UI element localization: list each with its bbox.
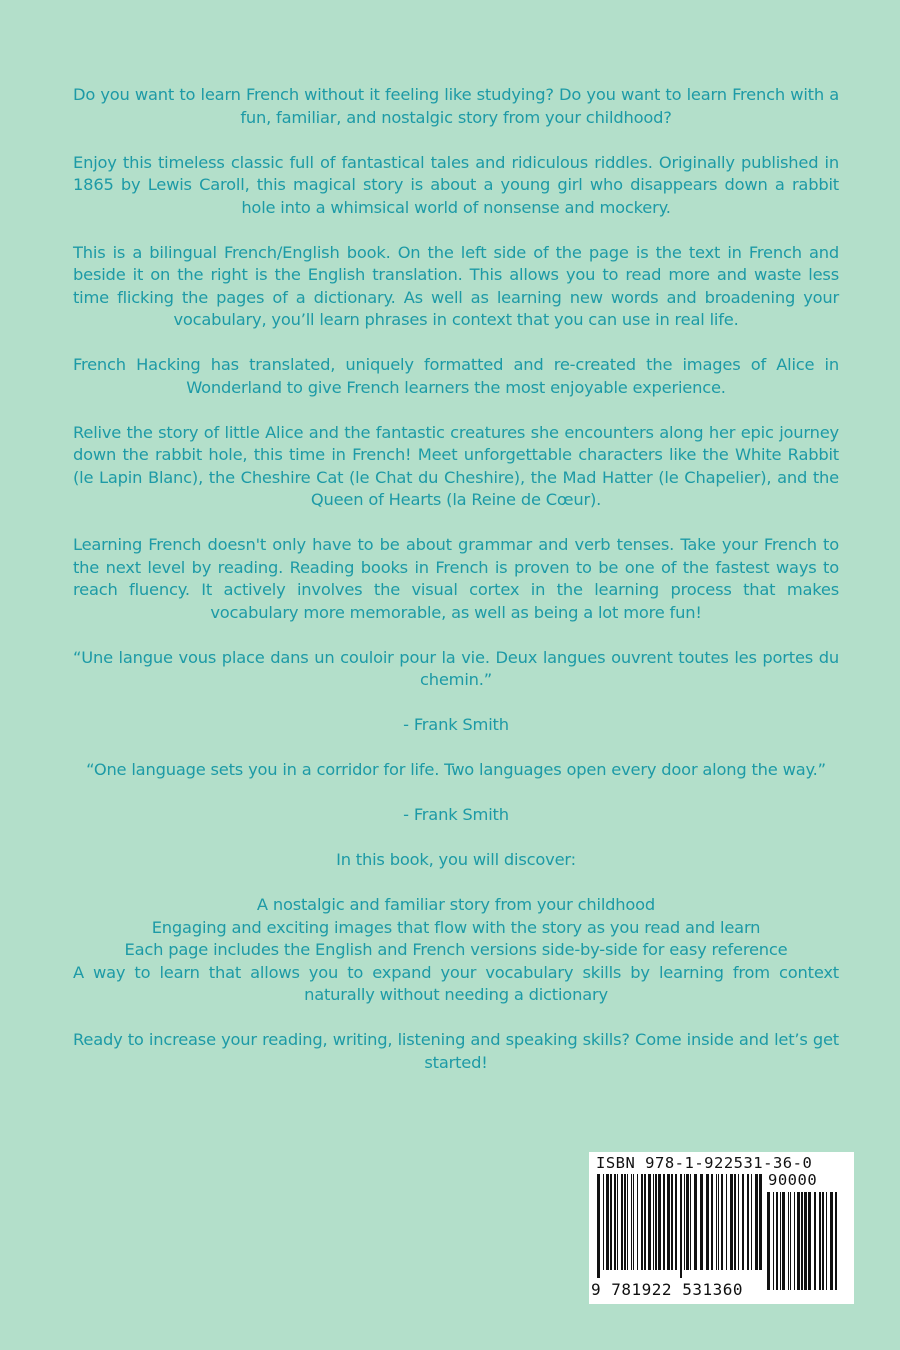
- barcode-bar: [794, 1192, 795, 1290]
- quote-english: “One language sets you in a corridor for life. Two languages open every door along the way.”: [86, 760, 826, 779]
- list-item: A nostalgic and familiar story from your childhood: [256, 895, 656, 914]
- isbn-label: ISBN 978-1-922531-36-0: [596, 1154, 813, 1172]
- barcode-bars: [597, 1174, 763, 1278]
- barcode-bar: [773, 1192, 774, 1290]
- barcode-bar: [835, 1192, 837, 1290]
- barcode-bar: [776, 1192, 778, 1290]
- barcode-bar: [690, 1174, 691, 1270]
- barcode-bar: [790, 1192, 791, 1290]
- quote-french: “Une langue vous place dans un couloir pour la vie. Deux langues ouvrent toutes les portes du chemin.”: [73, 647, 839, 689]
- barcode-bar: [822, 1192, 824, 1290]
- barcode-bar: [627, 1174, 628, 1270]
- barcode-bar: [610, 1174, 612, 1270]
- barcode-bar: [804, 1192, 807, 1290]
- barcode-bar: [782, 1192, 785, 1290]
- paragraph-learning: Learning French doesn't only have to be about grammar and verb tenses. Take your French to the next level by reading. Reading books in French is proven to be one of the fastest ways to reach fluency. It actively involves the visual cortex in the learning process that makes vocabulary more memorable, as well as being a lot more fun!: [73, 535, 839, 622]
- barcode-bar: [597, 1174, 600, 1278]
- price-code: 90000: [768, 1171, 818, 1189]
- barcode-bar: [653, 1174, 654, 1270]
- barcode-bar: [641, 1174, 643, 1270]
- barcode-bar: [633, 1174, 634, 1270]
- blurb-text: [73, 84, 839, 1097]
- paragraph-french-hacking: French Hacking has translated, uniquely formatted and re-created the images of Alice in Wonderland to give French learners the most enjoyable experience.: [73, 355, 839, 397]
- barcode-bar: [675, 1174, 677, 1270]
- barcode-bar: [694, 1174, 697, 1270]
- barcode-bar: [621, 1174, 623, 1270]
- paragraph-intro: Do you want to learn French without it feeling like studying? Do you want to learn French with a fun, familiar, and nostalgic story from your childhood?: [73, 85, 839, 127]
- barcode-bar: [614, 1174, 616, 1270]
- barcode-bar: [819, 1192, 821, 1290]
- barcode-bar: [755, 1174, 758, 1270]
- barcode-bar: [767, 1192, 770, 1290]
- barcode-bar: [826, 1192, 827, 1290]
- barcode-bar: [680, 1174, 682, 1278]
- quote-english-author: - Frank Smith: [403, 805, 509, 824]
- barcode-bar: [684, 1174, 685, 1270]
- list-item: Each page includes the English and French versions side-by-side for easy reference: [124, 940, 788, 959]
- barcode-bar: [738, 1174, 739, 1270]
- barcode-bar: [747, 1174, 749, 1270]
- barcode-digits: 9 781922 531360: [591, 1280, 743, 1299]
- barcode-bar: [830, 1192, 833, 1290]
- barcode-bar: [667, 1174, 670, 1270]
- discover-list: [73, 894, 839, 1007]
- barcode-bar: [606, 1174, 609, 1270]
- isbn-barcode: [589, 1152, 854, 1304]
- barcode-bar: [637, 1174, 638, 1270]
- barcode-bar: [671, 1174, 673, 1270]
- barcode-bar: [726, 1174, 727, 1270]
- paragraph-bilingual: This is a bilingual French/English book. On the left side of the page is the text in French and beside it on the right is the English translation. This allows you to read more and waste less time flicking the pages of a dictionary. As well as learning new words and broadening your vocabulary, you’ll learn phrases in context that you can use in real life.: [73, 242, 839, 329]
- barcode-bar: [718, 1174, 719, 1270]
- barcode-bar: [716, 1174, 717, 1270]
- barcode-bar: [631, 1174, 632, 1270]
- paragraph-relive: Relive the story of little Alice and the fantastic creatures she encounters along her epic journey down the rabbit hole, this time in French! Meet unforgettable characters like the White Rabbit (le Lapin Blanc), the Cheshire Cat (le Chat du Cheshire), the Mad Hatter (le Chapelier), and the Queen of Hearts (la Reine de Cœur).: [73, 422, 839, 509]
- barcode-bar: [780, 1192, 781, 1290]
- list-item: Engaging and exciting images that flow with the story as you read and learn: [151, 917, 761, 937]
- barcode-bar: [814, 1192, 816, 1290]
- barcode-bar: [624, 1174, 626, 1270]
- barcode-bar: [663, 1174, 665, 1270]
- quote-french-author: - Frank Smith: [403, 715, 509, 734]
- discover-intro: In this book, you will discover:: [336, 850, 576, 869]
- barcode-bar: [603, 1174, 604, 1270]
- barcode-bar: [742, 1174, 744, 1270]
- barcode-bar: [711, 1174, 713, 1270]
- addon-barcode-bars: [767, 1192, 839, 1298]
- barcode-bar: [617, 1174, 618, 1270]
- paragraph-closing: Ready to increase your reading, writing, listening and speaking skills? Come inside and let’s get started!: [73, 1030, 839, 1072]
- barcode-bar: [706, 1174, 709, 1270]
- barcode-bar: [648, 1174, 651, 1270]
- barcode-bar: [759, 1174, 762, 1270]
- barcode-bar: [730, 1174, 733, 1270]
- barcode-bar: [734, 1174, 736, 1270]
- barcode-bar: [700, 1174, 703, 1270]
- paragraph-classic: Enjoy this timeless classic full of fantastical tales and ridiculous riddles. Originally published in 1865 by Lewis Caroll, this magical story is about a young girl who disappears down a rabbit hole into a whimsical world of nonsense and mockery.: [73, 152, 839, 217]
- barcode-bar: [808, 1192, 811, 1290]
- barcode-bar: [751, 1174, 752, 1270]
- list-item: A way to learn that allows you to expand your vocabulary skills by learning from context naturally without needing a dictionary: [73, 962, 839, 1004]
- barcode-bar: [788, 1192, 789, 1290]
- barcode-bar: [658, 1174, 661, 1270]
- barcode-bar: [644, 1174, 646, 1270]
- barcode-bar: [655, 1174, 657, 1270]
- barcode-bar: [686, 1174, 689, 1270]
- barcode-bar: [801, 1192, 803, 1290]
- barcode-bar: [721, 1174, 723, 1270]
- barcode-bar: [797, 1192, 800, 1290]
